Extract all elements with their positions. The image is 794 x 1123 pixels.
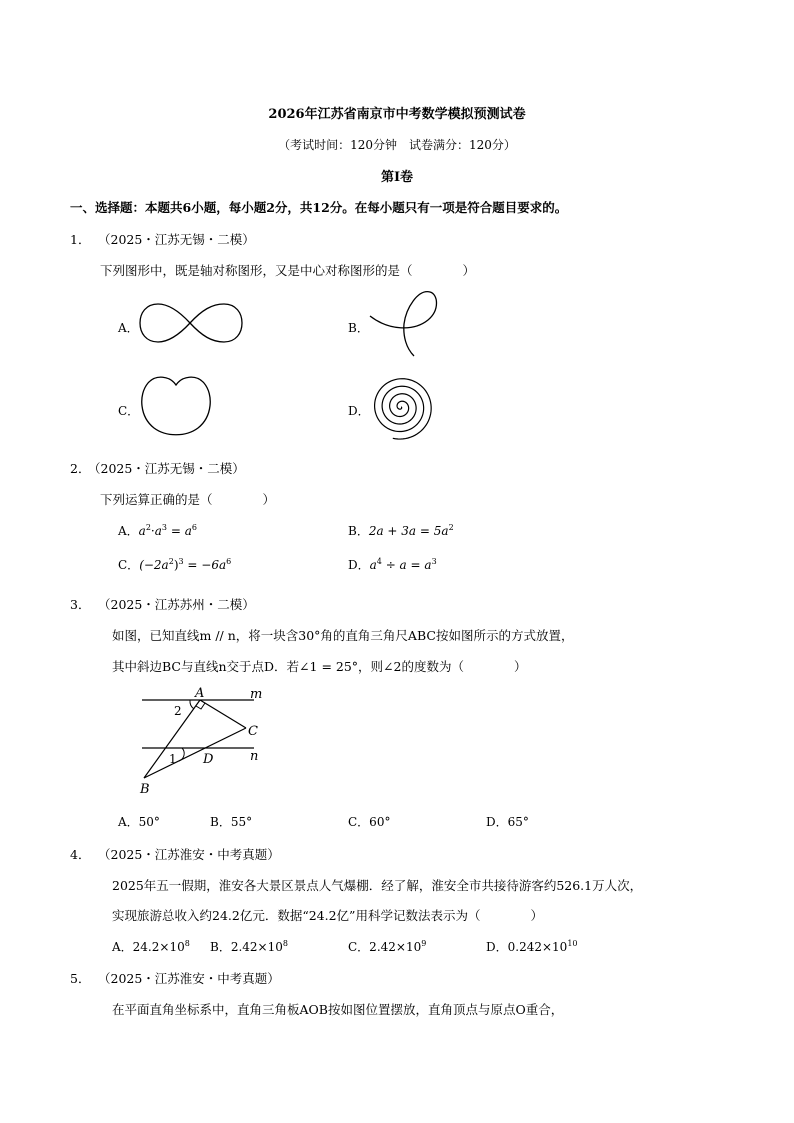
option-c: C．60° [348,815,391,829]
label-angle-2: 2 [174,704,182,718]
math-expression: 2a + 3a = 5a [368,524,449,538]
math-expression: = −6a [183,558,227,572]
question-number: 2． [70,461,91,476]
label-a: A [195,686,205,701]
question-line-2: 实现旅游总收入约24.2亿元．数据“24.2亿”用科学记数法表示为（ ） [112,908,543,923]
option-text: B．2.42×10 [210,940,283,954]
question-stem: 下列图形中，既是轴对称图形，又是中心对称图形的是（ ） [100,263,476,278]
exponent: 9 [421,939,427,948]
exponent: 2 [448,523,454,532]
exponent: 10 [567,939,578,948]
question-number: 4． [70,847,91,862]
option-d [486,938,578,955]
exam-subtitle: （考试时间：120分钟 试卷满分：120分） [278,138,516,152]
exam-title: 2026年江苏省南京市中考数学模拟预测试卷 [268,107,526,122]
option-c-label: C． [118,404,140,418]
label-m: m [250,687,263,702]
option-b [348,522,454,539]
option-b: B．55° [210,815,253,829]
operator: = [167,524,185,538]
question-line-2: 其中斜边BC与直线n交于点D．若∠1 = 25°，则∠2的度数为（ ） [112,659,527,674]
question-source: （2025・江苏淮安・中考真题） [98,971,280,986]
math-expression: (−2a [139,558,169,572]
option-c [118,556,231,573]
exponent: 8 [184,939,190,948]
label-angle-1: 1 [169,752,177,766]
math-term: a [184,524,192,538]
option-text: D．0.242×10 [486,940,568,954]
section-heading: 一、选择题：本题共6小题，每小题2分，共12分。在每小题只有一项是符合题目要求的。 [70,200,568,215]
exponent: 2 [168,557,174,566]
spiral-figure [368,374,434,440]
option-b-label: B． [348,321,369,335]
question-line-1: 2025年五一假期，淮安各大景区景点人气爆棚．经了解，淮安全市共接待游客约526.1万人次， [112,878,643,893]
label-c: C [248,724,258,739]
loop-curve-figure [368,290,442,358]
angle-2-arc [190,700,194,709]
exponent: 3 [178,557,184,566]
operator: · [150,524,155,538]
side-ab [144,700,200,778]
option-a [112,938,190,955]
exponent: 3 [431,557,437,566]
question-number: 3． [70,597,91,612]
option-b [210,938,288,955]
math-expression: ) [173,558,179,572]
infinity-figure [138,300,244,346]
question-line-1: 在平面直角坐标系中，直角三角板AOB按如图位置摆放，直角顶点与原点O重合， [112,1002,564,1017]
option-label: A． [118,524,139,538]
exponent: 6 [191,523,197,532]
math-term: a [154,524,162,538]
math-expression: ÷ a = a [381,558,432,572]
side-ac [200,700,246,728]
volume-label: 第Ⅰ卷 [380,170,414,185]
side-bc [144,728,246,778]
math-term: a [138,524,146,538]
label-n: n [250,749,259,764]
option-a: A．50° [118,815,160,829]
question-source: （2025・江苏无锡・二模） [98,232,255,247]
option-label: B． [348,524,369,538]
exponent: 2 [145,523,151,532]
option-text: C．2.42×10 [348,940,422,954]
option-label: C． [118,558,140,572]
option-label: D． [348,558,370,572]
option-a-label: A． [118,321,139,335]
heart-shape-figure [140,375,212,437]
question-stem: 下列运算正确的是（ ） [100,492,276,507]
exponent: 3 [161,523,167,532]
option-d [348,556,437,573]
option-d: D．65° [486,815,529,829]
option-a [118,522,197,539]
question-line-1: 如图，已知直线m // n，将一块含30°角的直角三角尺ABC按如图所示的方式放置， [112,628,574,643]
question-number: 5． [70,971,91,986]
option-c [348,938,426,955]
exponent: 8 [282,939,288,948]
exponent: 4 [376,557,382,566]
exponent: 6 [226,557,232,566]
question-source: （2025・江苏苏州・二模） [98,597,255,612]
label-b: B [140,782,150,797]
question-number: 1． [70,232,91,247]
question-source: （2025・江苏淮安・中考真题） [98,847,280,862]
math-term: a [369,558,377,572]
option-d-label: D． [348,404,370,418]
question-source: （2025・江苏无锡・二模） [88,461,245,476]
option-text: A．24.2×10 [112,940,185,954]
triangle-parallel-lines-figure [138,684,278,796]
label-d: D [203,752,214,767]
